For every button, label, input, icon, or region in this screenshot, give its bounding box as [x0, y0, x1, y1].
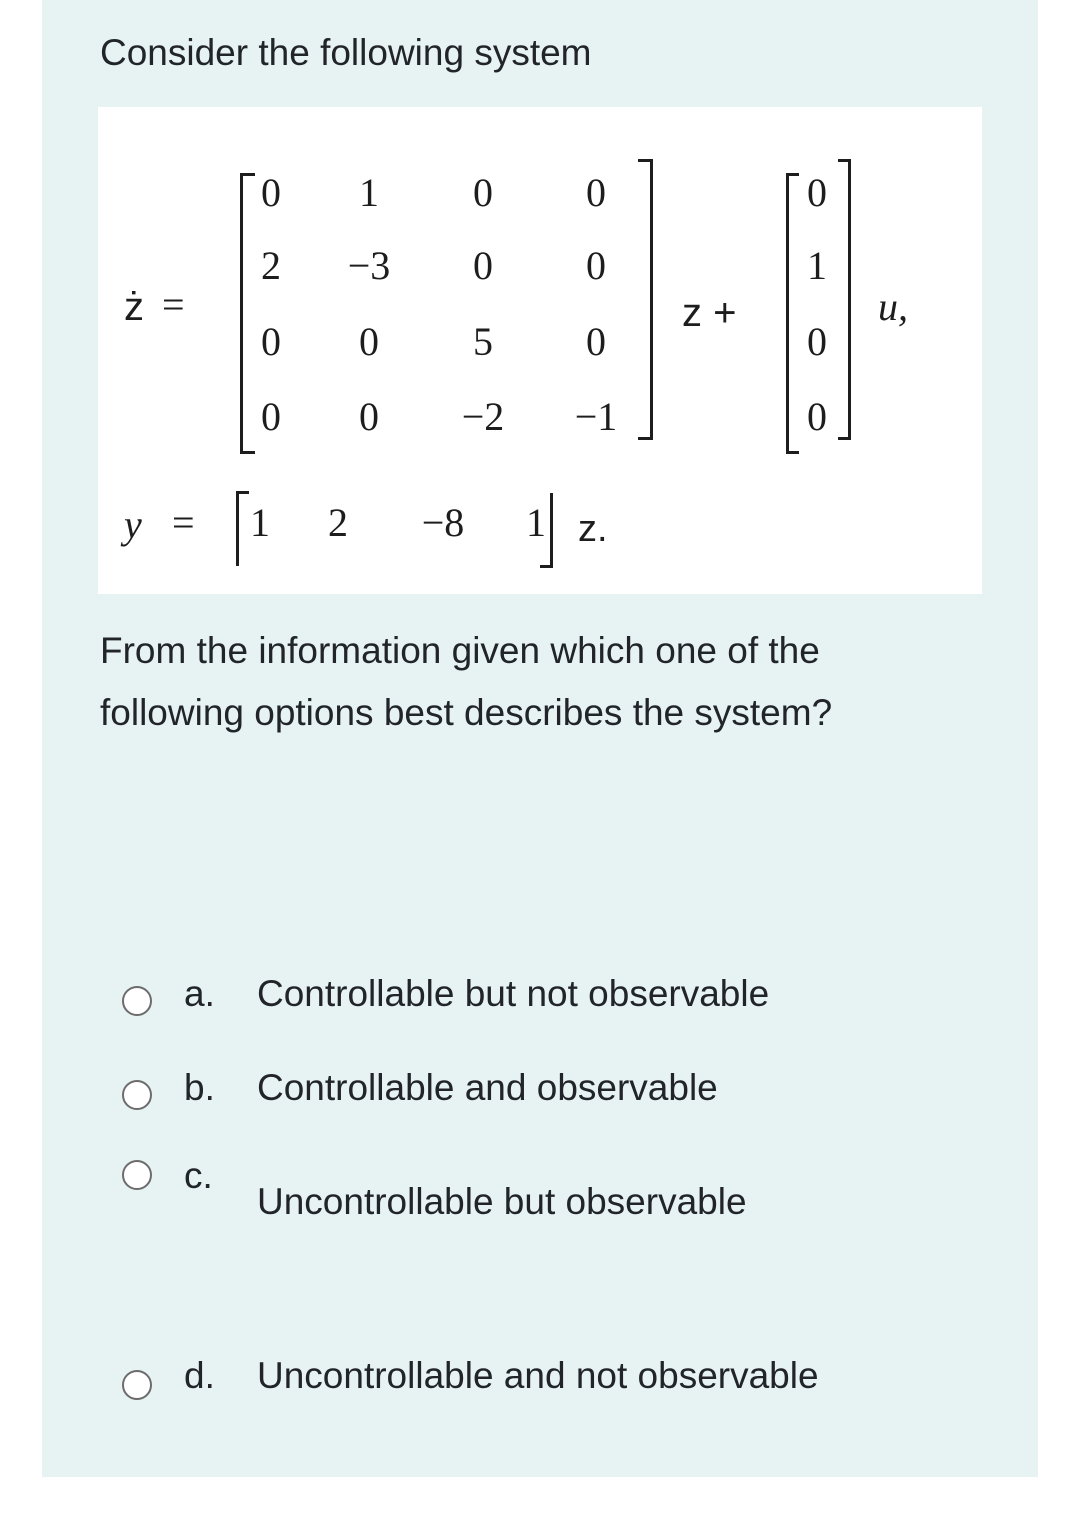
- vector-b-cell: 0: [807, 394, 827, 439]
- matrix-a-cell: −3: [347, 243, 391, 288]
- option-d-letter: d.: [184, 1355, 215, 1396]
- matrix-a-cell: 0: [261, 394, 281, 439]
- matrix-a-cell: 0: [261, 170, 281, 215]
- matrix-a-cell: 0: [473, 170, 493, 215]
- matrix-a-cell: 1: [359, 170, 379, 215]
- input-term: u,: [878, 284, 908, 329]
- option-a-label: Controllable but not observable: [257, 973, 770, 1014]
- option-d-label: Uncontrollable and not observable: [257, 1355, 819, 1396]
- matrix-a-cell: 5: [473, 319, 493, 364]
- equation-image: [98, 107, 982, 594]
- matrix-c-cell: 2: [328, 500, 348, 545]
- matrix-a-cell: 2: [261, 243, 281, 288]
- matrix-a-cell: 0: [261, 319, 281, 364]
- option-d[interactable]: [0, 1354, 1080, 1404]
- equals-sign-output: =: [172, 500, 195, 545]
- option-c-letter: c.: [184, 1155, 213, 1196]
- output-state-term: z.: [578, 508, 608, 550]
- radio-button-d[interactable]: [122, 1370, 152, 1400]
- matrix-a-cell: 0: [473, 243, 493, 288]
- radio-button-c[interactable]: [122, 1160, 152, 1190]
- matrix-a-cell: 0: [586, 170, 606, 215]
- matrix-a-right-bracket: [638, 159, 653, 440]
- matrix-c-cell: 1: [526, 500, 546, 545]
- matrix-a-cell: 0: [586, 243, 606, 288]
- vector-b-cell: 0: [807, 319, 827, 364]
- matrix-a-cell: −2: [461, 394, 505, 439]
- vector-b-cell: 1: [807, 243, 827, 288]
- radio-button-a[interactable]: [122, 986, 152, 1016]
- output-symbol: y: [124, 502, 142, 547]
- matrix-a-cell: 0: [359, 394, 379, 439]
- option-a[interactable]: [0, 972, 1080, 1022]
- matrix-a-cell: 0: [586, 319, 606, 364]
- option-c-label: Uncontrollable but observable: [257, 1181, 747, 1222]
- equals-sign-state: =: [162, 282, 185, 327]
- intro-text: Consider the following system: [100, 32, 592, 73]
- matrix-a-cell: −1: [574, 394, 618, 439]
- option-a-letter: a.: [184, 973, 215, 1014]
- option-b-label: Controllable and observable: [257, 1067, 718, 1108]
- radio-button-b[interactable]: [122, 1080, 152, 1110]
- vector-b-cell: 0: [807, 170, 827, 215]
- option-b-letter: b.: [184, 1067, 215, 1108]
- question-text: From the information given which one of the following options best describes the system?: [100, 630, 833, 733]
- option-b[interactable]: [0, 1066, 1080, 1116]
- matrix-c-cell: 1: [250, 500, 270, 545]
- state-plus-term: z +: [682, 291, 737, 335]
- matrix-c-cell: −8: [421, 500, 465, 545]
- matrix-a-cell: 0: [359, 319, 379, 364]
- option-c[interactable]: [0, 1155, 1080, 1230]
- state-derivative-symbol: ż: [124, 285, 144, 329]
